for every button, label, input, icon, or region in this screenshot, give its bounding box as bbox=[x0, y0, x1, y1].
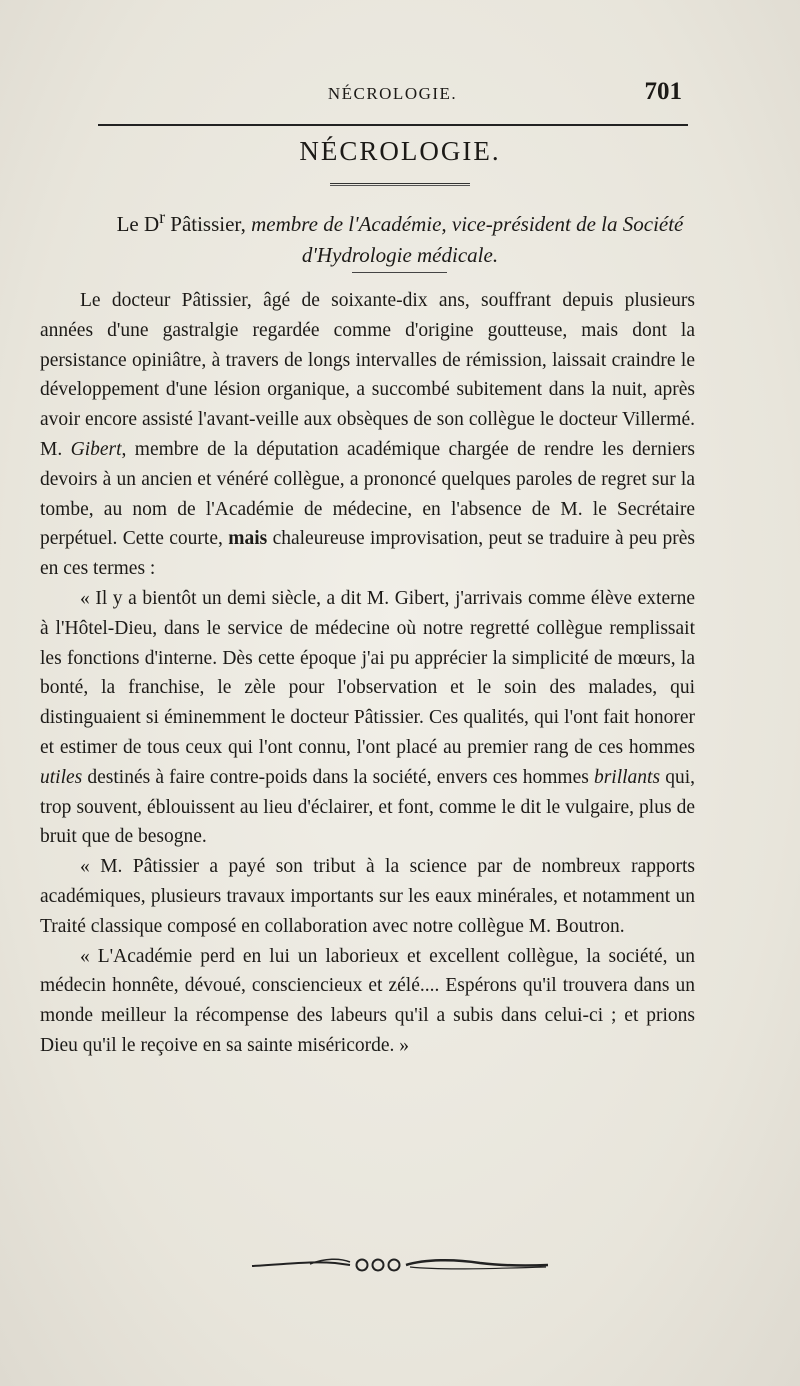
subtitle-prefix: Le D bbox=[116, 212, 160, 236]
paragraph-text: « Il y a bientôt un demi siècle, a dit M. Gibert, j'arrivais comme élève externe à l'Hôtel-Dieu, dans le service de médecine où notre regretté collègue remplissait les fonctions d'interne. Dès cette époque j'ai pu apprécier la simplicité de mœurs, la bonté, la franchise, le zèle pour l'observation et le soin des malades, qui distinguaient si éminemment le docteur Pâtissier. Ces qualités, qui l'ont fait honorer et estimer de tous ceux qui l'ont connu, l'ont placé au premier rang de ces hommes bbox=[40, 587, 695, 758]
running-head bbox=[95, 78, 690, 112]
paragraph-text: destinés à faire contre-poids dans la société, envers ces hommes bbox=[82, 766, 594, 788]
paragraph-text: , membre de la députation académique chargée de rendre les derniers devoirs à un ancien et vénéré collègue, a prononcé quelques paroles de regret sur la tombe, au nom de l'Académie de médecine, en l'absence de M. le Secrétaire perpétuel. Cette courte, bbox=[40, 438, 695, 550]
article-body bbox=[40, 286, 695, 1061]
body-paragraph bbox=[40, 286, 695, 584]
ornament-end-mark bbox=[250, 1252, 550, 1278]
paragraph-text: brillants bbox=[593, 766, 661, 788]
paragraph-text: Le docteur Pâtissier, âgé de soixante-dix ans, souffrant depuis plusieurs années d'une gastralgie regardée comme d'origine goutteuse, mais dont la persistance opiniâtre, à travers de longs intervalles de rémission, laissait craindre le développement d'une lésion organique, a succombé subitement dans la nuit, après avoir encore assisté l'avant-veille aux obsèques de son collègue le docteur Villermé. M. bbox=[40, 290, 695, 460]
paragraph-text: Gibert bbox=[70, 438, 122, 460]
paragraph-text: utiles bbox=[40, 766, 83, 788]
paragraph-text: mais bbox=[228, 528, 268, 550]
body-paragraph bbox=[40, 942, 695, 1061]
subtitle-rule bbox=[352, 272, 447, 273]
body-paragraph bbox=[40, 852, 695, 941]
section-title: NÉCROLOGIE. bbox=[299, 136, 501, 166]
title-double-rule bbox=[330, 183, 470, 184]
subtitle-superscript: r bbox=[159, 207, 166, 227]
paragraph-text: qui, trop souvent, éblouissent au lieu d'éclairer, et font, comme le dit le vulgaire, plus de bruit que de besogne. bbox=[40, 766, 695, 848]
paragraph-text: « M. Pâtissier a payé son tribut à la science par de nombreux rapports académiques, plusieurs travaux importants sur les eaux minérales, et notamment un Traité classique composé en collaboration avec notre collègue M. Boutron. bbox=[40, 856, 695, 937]
paragraph-text: « L'Académie perd en lui un laborieux et excellent collègue, la société, un médecin honnête, dévoué, consciencieux et zélé.... Espérons qu'il trouvera dans un monde meilleur la récompense des labeurs qu'il a subis dans celui-ci ; et prions Dieu qu'il le reçoive en sa sainte miséricorde. » bbox=[40, 945, 695, 1056]
subtitle-role: membre de l'Académie, vice-président de la Société d'Hydrologie médicale. bbox=[251, 212, 684, 267]
article-subtitle bbox=[60, 202, 740, 271]
subtitle-name: Pâtissier, bbox=[165, 212, 252, 236]
body-paragraph bbox=[40, 584, 695, 852]
paragraph-text: chaleureuse improvisation, peut se traduire à peu près en ces termes : bbox=[40, 528, 695, 580]
running-title: NÉCROLOGIE. bbox=[327, 84, 458, 103]
page-number: 701 bbox=[644, 78, 682, 105]
header-rule bbox=[98, 124, 688, 126]
